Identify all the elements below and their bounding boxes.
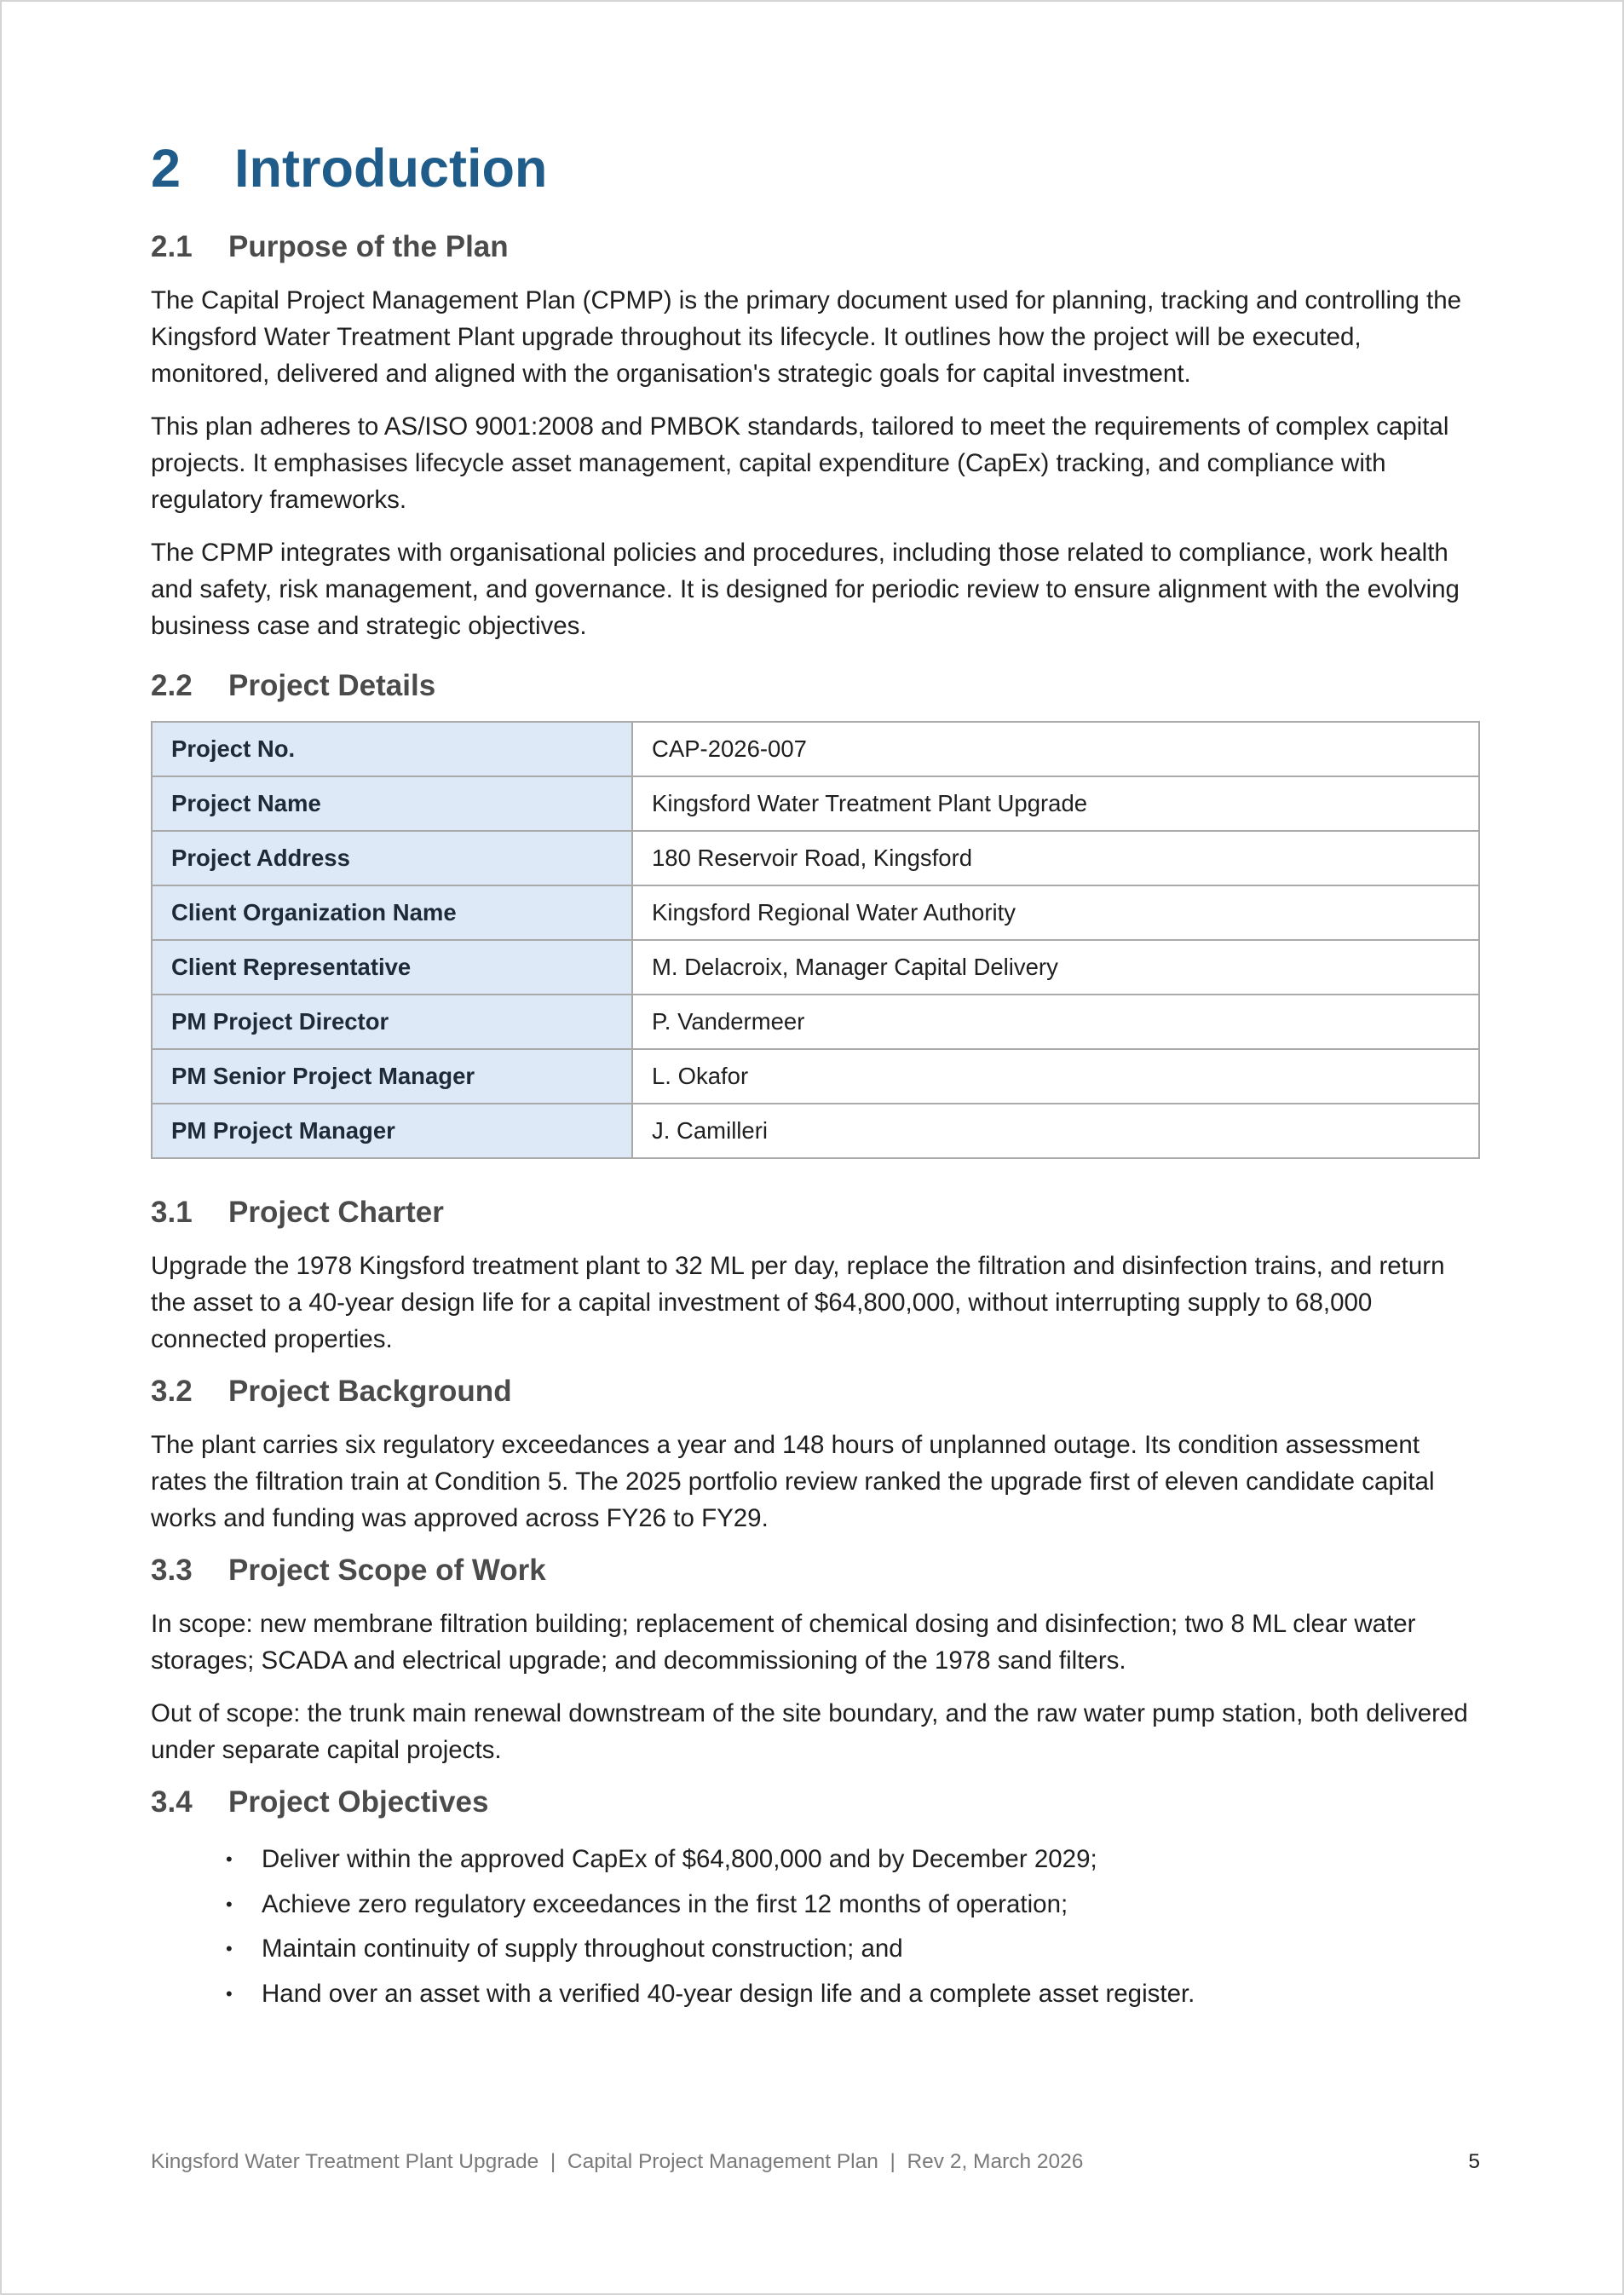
section-number: 2: [151, 139, 181, 199]
heading-title: Project Background: [228, 1375, 512, 1409]
row-value: J. Camilleri: [632, 1104, 1479, 1158]
table-row: [152, 940, 1479, 995]
charter-paragraph: Upgrade the 1978 Kingsford treatment plant to 32 ML per day, replace the filtration and disinfection trains, and return the asset to a 40-year design life for a capital investment of $64,800,000, without interrupting supply to 68,000 connected properties.: [151, 1252, 1445, 1354]
purpose-paragraph-2: This plan adheres to AS/ISO 9001:2008 and PMBOK standards, tailored to meet the requirements of complex capital projects. It emphasises lifecycle asset management, capital expenditure (CapEx) tracking, and compliance with regulatory frameworks.: [151, 412, 1449, 515]
bullet-icon: •: [226, 1893, 233, 1915]
out-of-scope-paragraph: Out of scope: the trunk main renewal downstream of the site boundary, and the raw water pump station, both delivered under separate capital projects.: [151, 1699, 1468, 1765]
bullet-icon: •: [226, 1938, 233, 1960]
row-value: 180 Reservoir Road, Kingsford: [632, 831, 1479, 885]
footer-text: Kingsford Water Treatment Plant Upgrade | Capital Project Management Plan | Rev 2, March 2026: [151, 2150, 1084, 2173]
heading-number: 3.2: [151, 1375, 193, 1409]
table-row: [152, 831, 1479, 885]
table-row: [152, 885, 1479, 940]
heading-purpose: [151, 229, 1480, 265]
table-row: [152, 722, 1479, 776]
heading-number: 3.3: [151, 1554, 193, 1588]
heading-number: 3.4: [151, 1785, 193, 1819]
table-row: [152, 776, 1479, 831]
row-label: Client Representative: [152, 940, 632, 995]
row-value: L. Okafor: [632, 1049, 1479, 1104]
heading-title: Project Objectives: [228, 1785, 489, 1819]
row-label: PM Senior Project Manager: [152, 1049, 632, 1104]
heading-project-details: [151, 668, 1480, 704]
in-scope-paragraph: In scope: new membrane filtration building; replacement of chemical dosing and disinfection; two 8 ML clear water storages; SCADA and electrical upgrade; and decommissioning of the 1978 sand filters.: [151, 1610, 1416, 1675]
row-label: Project No.: [152, 722, 632, 776]
row-label: PM Project Director: [152, 995, 632, 1049]
row-value: Kingsford Water Treatment Plant Upgrade: [632, 776, 1479, 831]
row-label: Project Address: [152, 831, 632, 885]
heading-project-objectives: [151, 1785, 1480, 1820]
list-item-text: Maintain continuity of supply throughout construction; and: [262, 1935, 903, 1963]
row-value: Kingsford Regional Water Authority: [632, 885, 1479, 940]
list-item-text: Achieve zero regulatory exceedances in the first 12 months of operation;: [262, 1889, 1068, 1918]
list-item: [226, 1972, 1480, 2017]
section-title: Introduction: [234, 139, 548, 199]
list-item: [226, 1927, 1480, 1972]
purpose-paragraph-3: The CPMP integrates with organisational policies and procedures, including those related to compliance, work health and safety, risk management, and governance. It is designed for periodic review to ensure alignment with the evolving business case and strategic objectives.: [151, 539, 1460, 641]
table-row: [152, 1104, 1479, 1158]
bullet-icon: •: [226, 1848, 233, 1871]
heading-title: Project Scope of Work: [228, 1554, 546, 1588]
row-label: Client Organization Name: [152, 885, 632, 940]
bullet-icon: •: [226, 1982, 233, 2004]
heading-project-charter: [151, 1195, 1480, 1231]
page-content: [151, 138, 1480, 2016]
heading-title: Purpose of the Plan: [228, 230, 509, 264]
list-item: [226, 1883, 1480, 1928]
project-details-table: [151, 721, 1480, 1159]
table-row: [152, 1049, 1479, 1104]
heading-number: 2.2: [151, 669, 193, 703]
heading-number: 2.1: [151, 230, 193, 264]
heading-number: 3.1: [151, 1196, 193, 1230]
row-label: Project Name: [152, 776, 632, 831]
row-value: P. Vandermeer: [632, 995, 1479, 1049]
section-heading: [151, 138, 1480, 199]
purpose-paragraph-1: The Capital Project Management Plan (CPMP) is the primary document used for planning, tracking and controlling the Kingsford Water Treatment Plant upgrade throughout its lifecycle. It outlines how the project will be executed, monitored, delivered and aligned with the organisation's strategic goals for capital investment.: [151, 286, 1462, 389]
background-paragraph: The plant carries six regulatory exceedances a year and 148 hours of unplanned outage. Its condition assessment rates the filtration train at Condition 5. The 2025 portfolio review ranked the upgrade first of eleven candidate capital works and funding was approved across FY26 to FY29.: [151, 1431, 1435, 1533]
row-value: CAP-2026-007: [632, 722, 1479, 776]
heading-project-background: [151, 1374, 1480, 1410]
table-row: [152, 995, 1479, 1049]
heading-title: Project Details: [228, 669, 436, 703]
row-value: M. Delacroix, Manager Capital Delivery: [632, 940, 1479, 995]
heading-project-scope: [151, 1553, 1480, 1589]
page-footer: [151, 2150, 1480, 2174]
heading-title: Project Charter: [228, 1196, 444, 1230]
list-item: [226, 1837, 1480, 1883]
list-item-text: Deliver within the approved CapEx of $64,800,000 and by December 2029;: [262, 1845, 1097, 1874]
row-label: PM Project Manager: [152, 1104, 632, 1158]
list-item-text: Hand over an asset with a verified 40-year design life and a complete asset register.: [262, 1979, 1195, 2008]
objectives-list: [151, 1837, 1480, 2016]
page-number: 5: [1468, 2150, 1480, 2173]
